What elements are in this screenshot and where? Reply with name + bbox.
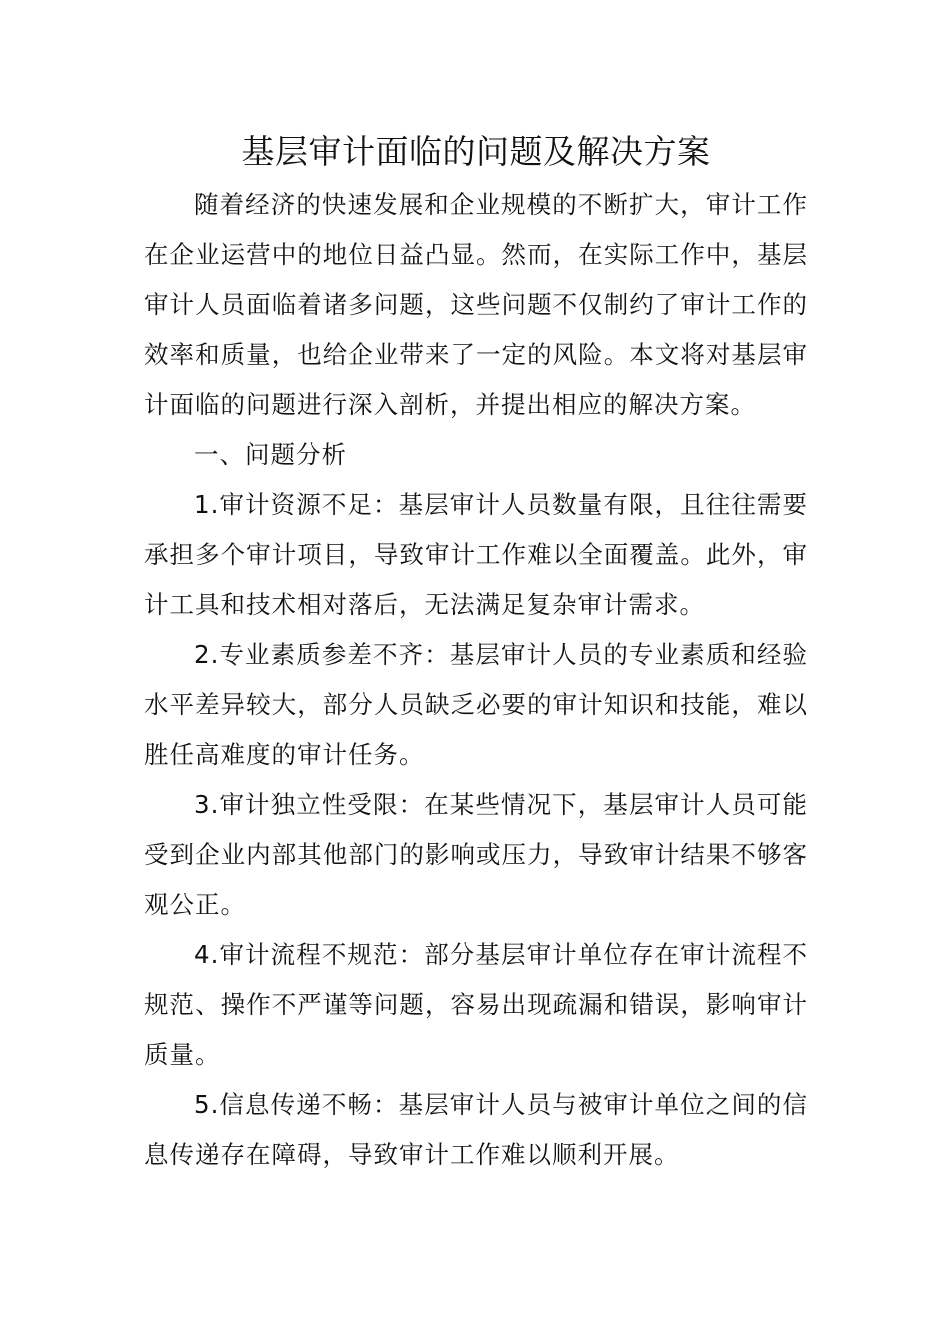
problem-item-1: 1.审计资源不足：基层审计人员数量有限，且往往需要承担多个审计项目，导致审计工作难以全面覆盖。此外，审计工具和技术相对落后，无法满足复杂审计需求。	[144, 490, 808, 619]
problem-item-3: 3.审计独立性受限：在某些情况下，基层审计人员可能受到企业内部其他部门的影响或压力，导致审计结果不够客观公正。	[144, 790, 808, 919]
section-heading-problem-analysis: 一、问题分析	[194, 440, 347, 469]
intro-paragraph: 随着经济的快速发展和企业规模的不断扩大，审计工作在企业运营中的地位日益凸显。然而，在实际工作中，基层审计人员面临着诸多问题，这些问题不仅制约了审计工作的效率和质量，也给企业带来了一定的风险。本文将对基层审计面临的问题进行深入剖析，并提出相应的解决方案。	[144, 190, 808, 419]
problem-item-2: 2.专业素质参差不齐：基层审计人员的专业素质和经验水平差异较大，部分人员缺乏必要的审计知识和技能，难以胜任高难度的审计任务。	[144, 640, 808, 769]
problem-item-4: 4.审计流程不规范：部分基层审计单位存在审计流程不规范、操作不严谨等问题，容易出现疏漏和错误，影响审计质量。	[144, 940, 808, 1069]
document-page	[144, 124, 808, 1180]
problem-item-5: 5.信息传递不畅：基层审计人员与被审计单位之间的信息传递存在障碍，导致审计工作难以顺利开展。	[144, 1090, 808, 1169]
document-title: 基层审计面临的问题及解决方案	[241, 132, 711, 171]
